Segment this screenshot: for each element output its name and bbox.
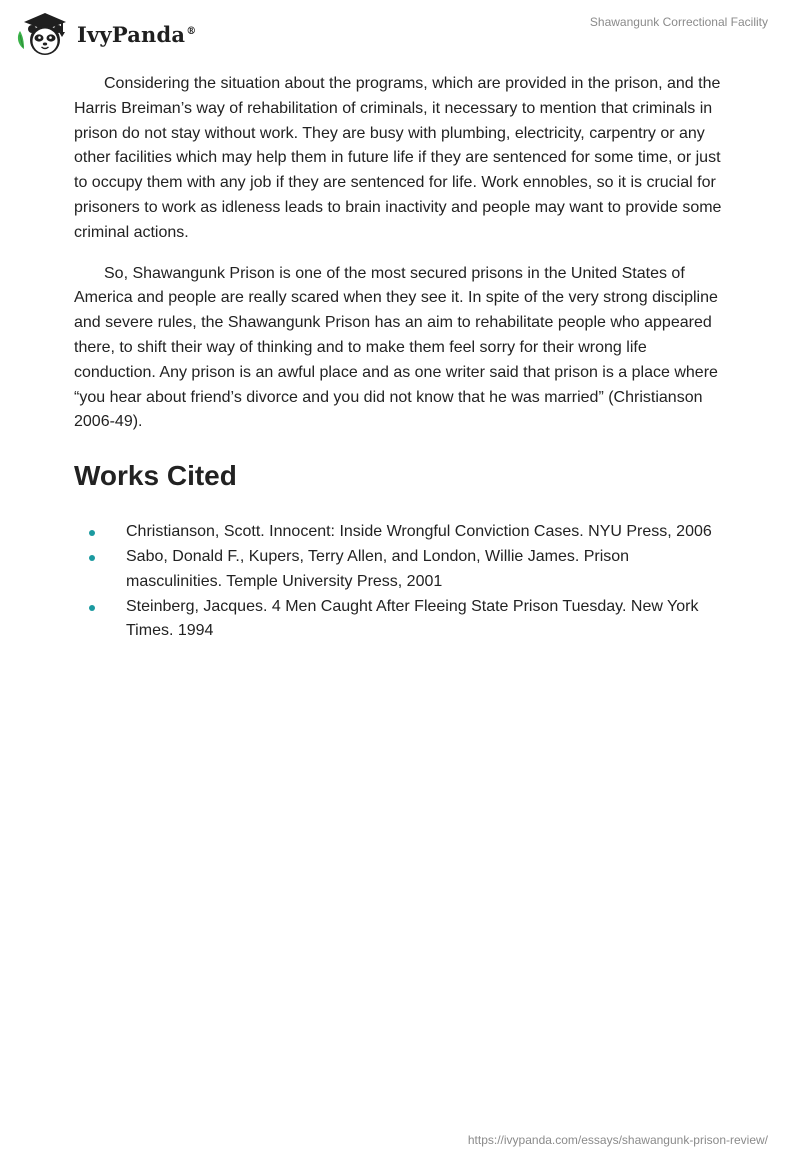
essay-content — [74, 72, 724, 644]
logo-wordmark — [77, 22, 196, 47]
panda-graduate-icon — [16, 9, 74, 57]
ivypanda-logo[interactable] — [16, 9, 196, 57]
bullet-icon — [89, 555, 95, 561]
bullet-icon — [89, 530, 95, 536]
citation-item — [74, 520, 724, 545]
citation-text: Steinberg, Jacques. 4 Men Caught After Fleeing State Prison Tuesday. New York Times. 1994 — [126, 597, 699, 640]
logo-name: IvyPanda — [77, 21, 186, 47]
citation-item — [74, 595, 724, 645]
citation-text: Sabo, Donald F., Kupers, Terry Allen, and London, Willie James. Prison masculinities. Temple University Press, 2001 — [126, 547, 630, 590]
citation-item — [74, 545, 724, 595]
source-url[interactable]: https://ivypanda.com/essays/shawangunk-prison-review/ — [467, 1133, 768, 1147]
body-paragraph-1: Considering the situation about the programs, which are provided in the prison, and the Harris Breiman’s way of rehabilitation of criminals, it necessary to mention that criminals in prison do not stay without work. They are busy with plumbing, electricity, carpentry or any other facilities which may help them in future life if they are sentenced for some time, or just to occupy them with any job if they are sentenced for life. Work ennobles, so it is crucial for prisoners to work as idleness leads to brain inactivity and people may want to provide some criminal actions. — [74, 75, 722, 241]
page-header — [0, 0, 800, 64]
citation-text: Christianson, Scott. Innocent: Inside Wrongful Conviction Cases. NYU Press, 2006 — [126, 523, 712, 541]
works-cited-list — [74, 520, 724, 644]
bullet-icon — [89, 605, 95, 611]
works-cited-heading: Works Cited — [74, 460, 237, 492]
registered-mark: ® — [186, 25, 197, 37]
document-title: Shawangunk Correctional Facility — [589, 15, 768, 29]
body-paragraph-2: So, Shawangunk Prison is one of the most secured prisons in the United States of America and people are really scared when they see it. In spite of the very strong discipline and severe rules, the Shawangunk Prison has an aim to rehabilitate people who appeared there, to shift their way of thinking and to make them feel sorry for their wrong life conduction. Any prison is an awful place and as one writer said that prison is a place where “you hear about friend’s divorce and you did not know that he was married” (Christianson 2006-49). — [74, 264, 718, 431]
